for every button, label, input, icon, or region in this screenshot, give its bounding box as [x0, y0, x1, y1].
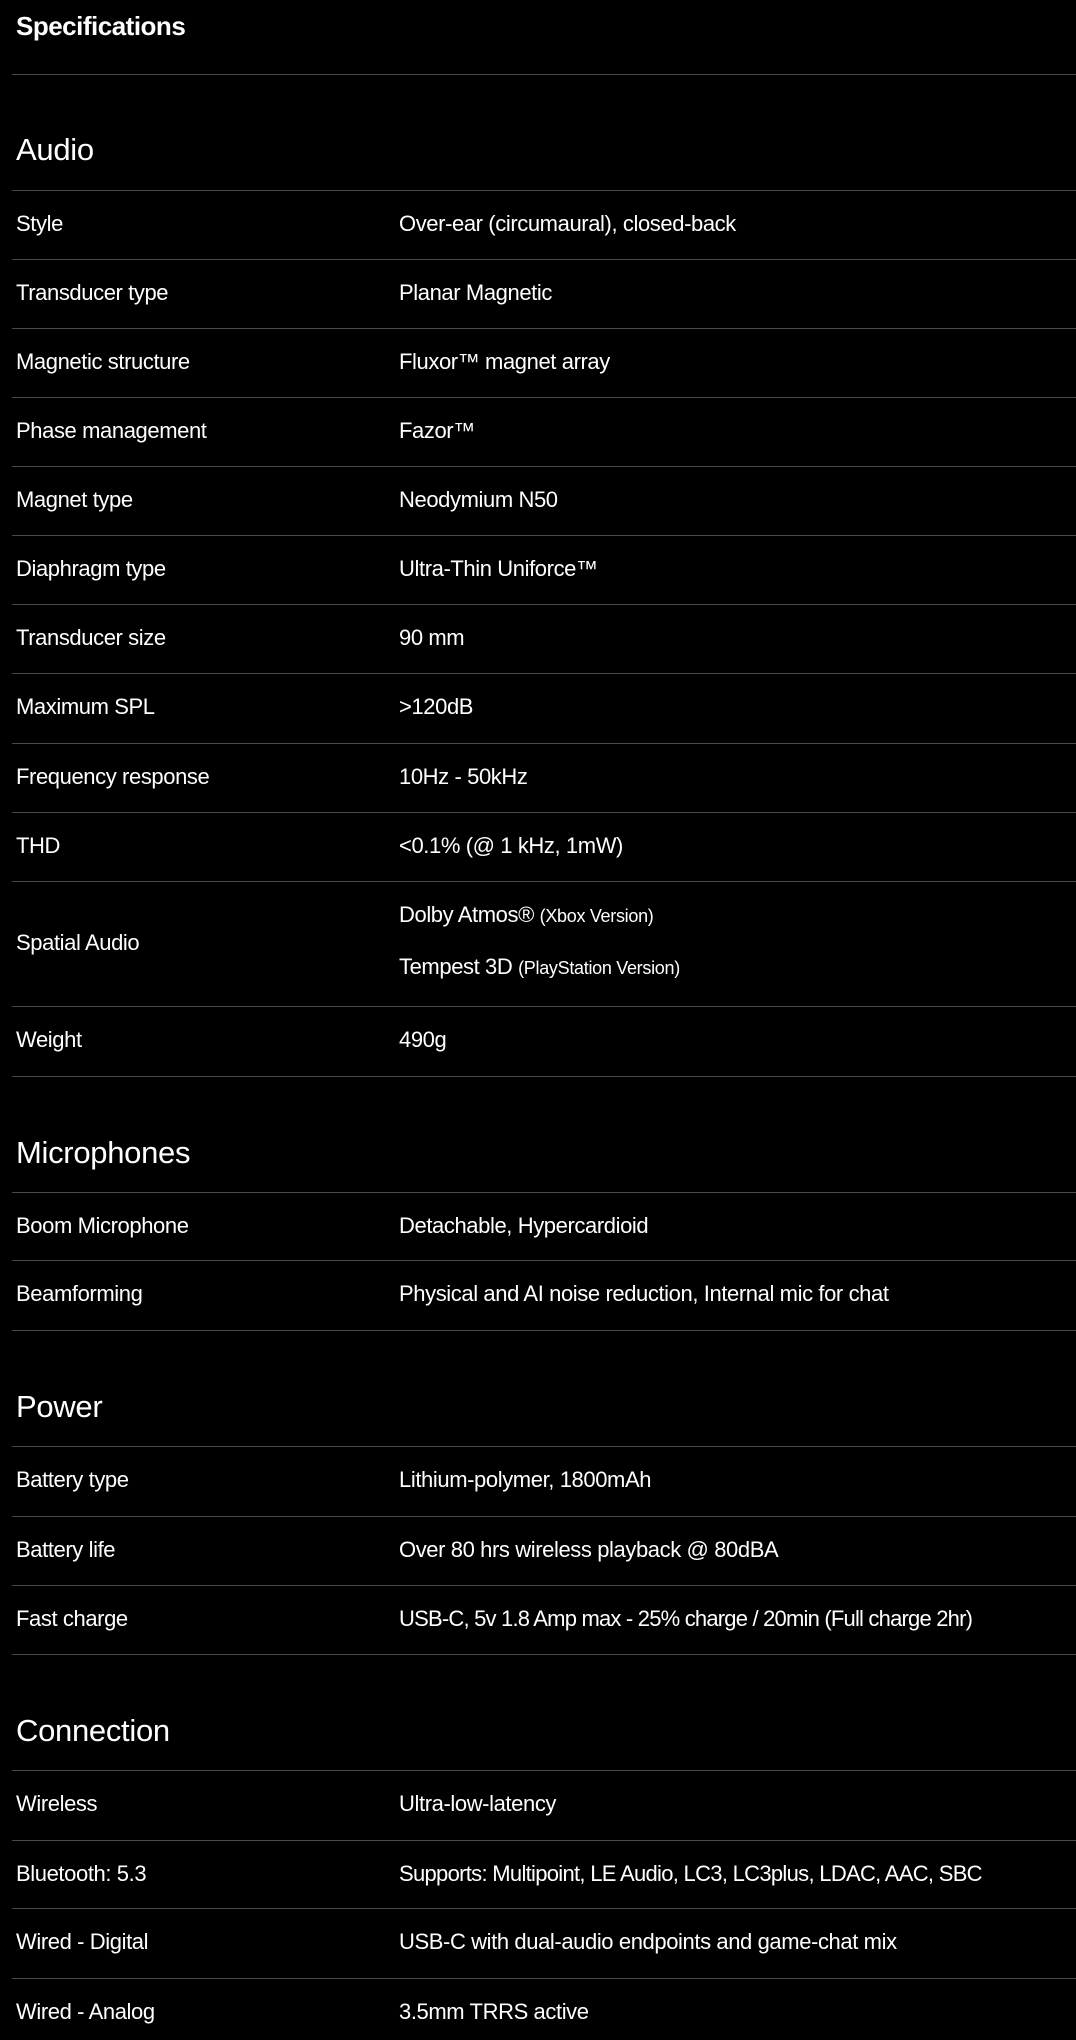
- spec-row-transducer-type: [0, 260, 1076, 328]
- spec-label: Weight: [16, 1027, 82, 1052]
- spec-row-spatial-audio: [0, 882, 1076, 1006]
- divider: [12, 1330, 1076, 1331]
- spec-value: >120dB: [399, 694, 474, 719]
- spec-value-note: (PlayStation Version): [518, 958, 680, 978]
- divider: [12, 1654, 1076, 1655]
- spec-value-line: [399, 953, 680, 982]
- spec-label: Wired - Digital: [16, 1929, 149, 1954]
- spec-row-diaphragm-type: [0, 536, 1076, 604]
- spec-label: Battery life: [16, 1537, 116, 1562]
- spec-label: Beamforming: [16, 1281, 143, 1306]
- spec-value: Physical and AI noise reduction, Internal mic for chat: [399, 1281, 889, 1306]
- spec-value: <0.1% (@ 1 kHz, 1mW): [399, 833, 623, 858]
- spec-row-wired-analog: [0, 1979, 1076, 2040]
- spec-row-style: [0, 191, 1076, 259]
- section-title-power: Power: [16, 1389, 103, 1424]
- spec-value-main: Tempest 3D: [399, 954, 513, 979]
- spec-row-transducer-size: [0, 605, 1076, 673]
- spec-value-line: [399, 901, 653, 930]
- spec-row-wired-digital: [0, 1909, 1076, 1978]
- spec-value: 490g: [399, 1027, 447, 1052]
- page-title: Specifications: [16, 11, 186, 41]
- spec-value: 90 mm: [399, 625, 465, 650]
- section-title-connection: Connection: [16, 1713, 170, 1748]
- spec-row-boom-microphone: [0, 1193, 1076, 1260]
- spec-row-battery-life: [0, 1517, 1076, 1585]
- spec-label: Battery type: [16, 1467, 129, 1492]
- spec-label: Transducer type: [16, 280, 169, 305]
- spec-value-note: (Xbox Version): [539, 906, 654, 926]
- spec-row-thd: [0, 813, 1076, 881]
- spec-value: 3.5mm TRRS active: [399, 1999, 589, 2024]
- spec-label: Boom Microphone: [16, 1213, 189, 1238]
- spec-label: Magnet type: [16, 487, 133, 512]
- spec-label: Phase management: [16, 418, 207, 443]
- divider: [12, 1076, 1076, 1077]
- spec-row-maximum-spl: [0, 674, 1076, 743]
- spec-row-weight: [0, 1007, 1076, 1076]
- spec-label: Bluetooth: 5.3: [16, 1861, 147, 1886]
- spec-value: Over-ear (circumaural), closed-back: [399, 211, 736, 236]
- spec-label: Transducer size: [16, 625, 166, 650]
- spec-value: Lithium-polymer, 1800mAh: [399, 1467, 652, 1492]
- spec-label: Maximum SPL: [16, 694, 155, 719]
- spec-value-main: Dolby Atmos®: [399, 902, 534, 927]
- spec-value: Planar Magnetic: [399, 280, 552, 305]
- spec-row-beamforming: [0, 1261, 1076, 1330]
- spec-value: 10Hz - 50kHz: [399, 764, 528, 789]
- spec-label: THD: [16, 833, 61, 858]
- spec-value: Supports: Multipoint, LE Audio, LC3, LC3plus, LDAC, AAC, SBC: [399, 1861, 982, 1886]
- spec-row-fast-charge: [0, 1586, 1076, 1654]
- spec-value: USB-C with dual-audio endpoints and game-chat mix: [399, 1929, 897, 1954]
- spec-row-phase-management: [0, 398, 1076, 466]
- spec-value: Neodymium N50: [399, 487, 558, 512]
- spec-label: Diaphragm type: [16, 556, 166, 581]
- spec-row-magnetic-structure: [0, 329, 1076, 397]
- spec-value: Fluxor™ magnet array: [399, 349, 610, 374]
- spec-label: Wired - Analog: [16, 1999, 155, 2024]
- spec-row-wireless: [0, 1771, 1076, 1840]
- spec-row-bluetooth: [0, 1841, 1076, 1908]
- spec-row-battery-type: [0, 1447, 1076, 1516]
- section-title-microphones: Microphones: [16, 1135, 191, 1170]
- spec-row-magnet-type: [0, 467, 1076, 535]
- spec-label: Magnetic structure: [16, 349, 190, 374]
- section-title-audio: Audio: [16, 132, 94, 167]
- spec-value: Over 80 hrs wireless playback @ 80dBA: [399, 1537, 779, 1562]
- spec-value: Ultra-low-latency: [399, 1791, 557, 1816]
- spec-label: Wireless: [16, 1791, 98, 1816]
- spec-label: Style: [16, 211, 63, 236]
- spec-value: USB-C, 5v 1.8 Amp max - 25% charge / 20min (Full charge 2hr): [399, 1606, 973, 1631]
- spec-label: Spatial Audio: [16, 930, 140, 955]
- spec-label: Fast charge: [16, 1606, 128, 1631]
- spec-row-frequency-response: [0, 744, 1076, 812]
- spec-value: Ultra-Thin Uniforce™: [399, 556, 598, 581]
- spec-label: Frequency response: [16, 764, 210, 789]
- spec-value: Detachable, Hypercardioid: [399, 1213, 649, 1238]
- spec-value: Fazor™: [399, 418, 475, 443]
- divider: [12, 74, 1076, 75]
